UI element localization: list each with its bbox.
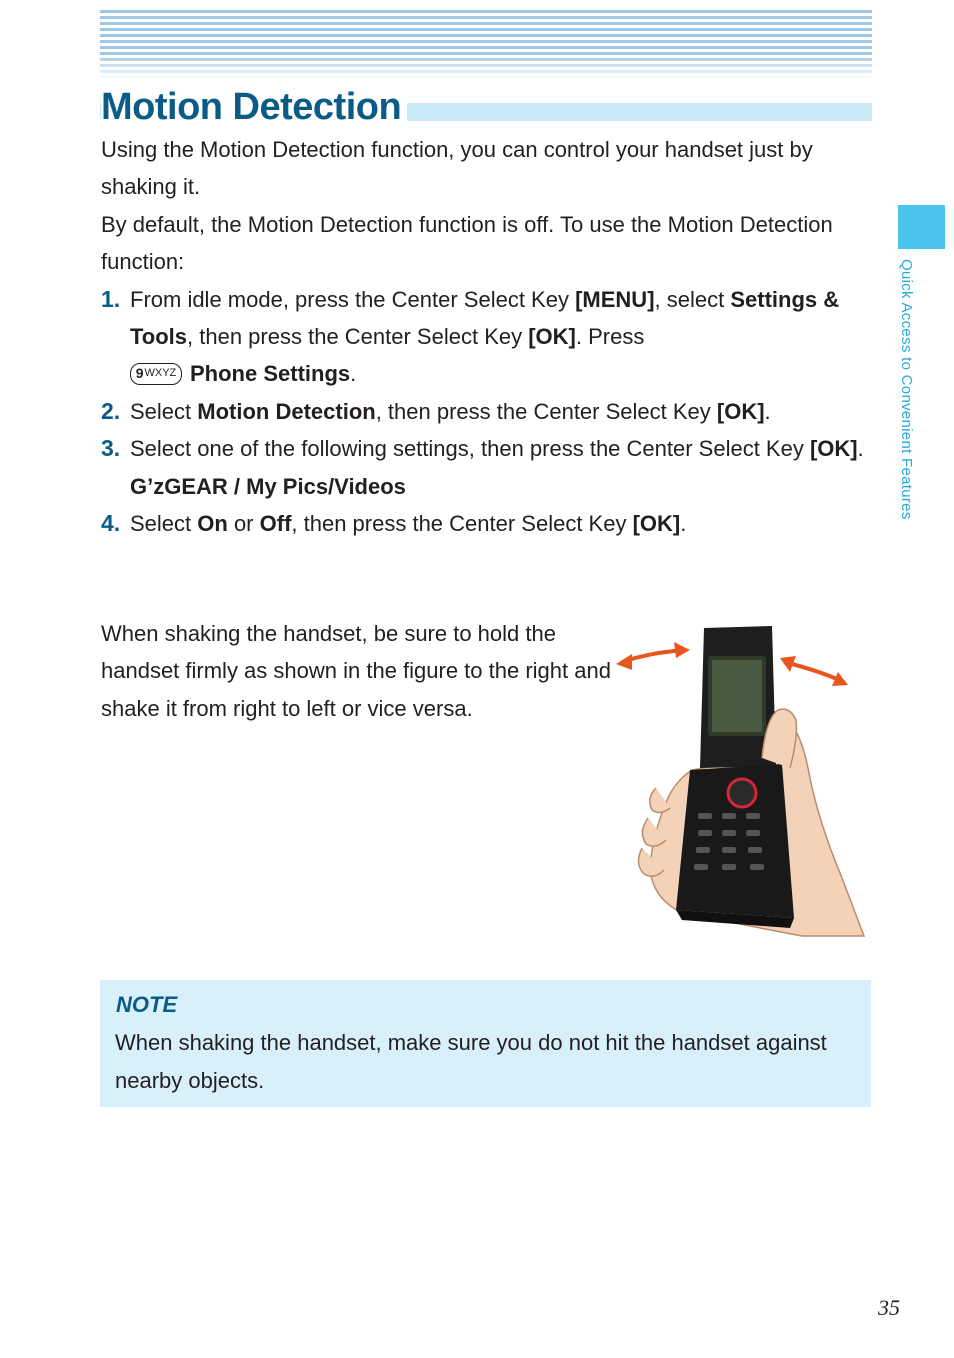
- step-4: 4. Select On or Off, then press the Center Select Key [OK].: [101, 505, 876, 542]
- ok-key-label: [OK]: [632, 511, 681, 537]
- note-text: When shaking the handset, make sure you do not hit the handset against nearby objects.: [115, 1030, 827, 1093]
- on-label: On: [197, 511, 228, 537]
- steps-list: [101, 281, 876, 543]
- note-box: [100, 980, 871, 1107]
- shake-arrow-left-icon: [616, 642, 690, 670]
- step-3-options: G’zGEAR / My Pics/Videos: [130, 473, 406, 499]
- step-number: 4.: [101, 510, 121, 537]
- motion-detection-label: Motion Detection: [197, 398, 376, 424]
- note-title: NOTE: [116, 992, 178, 1017]
- step-number: 1.: [101, 285, 121, 312]
- step-2: 2. Select Motion Detection, then press the Center Select Key [OK].: [101, 393, 876, 430]
- intro-paragraph-2: By default, the Motion Detection function is off. To use the Motion Detection function:: [101, 211, 833, 275]
- hand-holding-phone-illustration: [612, 618, 868, 940]
- section-tab: [898, 205, 945, 249]
- main-content: [101, 131, 876, 542]
- step-3: 3. Select one of the following settings, then press the Center Select Key [OK].: [101, 430, 876, 467]
- header-stripes: [100, 10, 872, 78]
- ok-key-label: [OK]: [528, 324, 576, 350]
- shake-instructions: When shaking the handset, be sure to hold the handset firmly as shown in the figure to the right and shake it from right to left or vice versa.: [101, 621, 611, 721]
- intro-paragraph-1: Using the Motion Detection function, you can control your handset just by shaking it.: [101, 137, 813, 200]
- page-number: 35: [878, 1295, 900, 1320]
- step-number: 2.: [101, 397, 121, 424]
- phone-body: [676, 626, 794, 928]
- key-9-icon: 9 WXYZ: [130, 363, 182, 385]
- off-label: Off: [259, 511, 292, 537]
- step-number: 3.: [101, 435, 121, 462]
- ok-key-label: [OK]: [716, 398, 765, 424]
- menu-key-label: [MENU]: [575, 286, 655, 312]
- shake-arrow-right-icon: [780, 656, 848, 686]
- section-label: Quick Access to Convenient Features: [898, 259, 915, 520]
- settings-tools-label: Settings & Tools: [130, 286, 840, 350]
- step-1: 1. From idle mode, press the Center Select Key [MENU], select Settings & Tools, then press the Center Select Key [OK]. Press 9 WXYZ Phone Settings.: [101, 281, 876, 393]
- phone-settings-label: Phone Settings: [190, 361, 351, 387]
- page-title: Motion Detection: [101, 84, 407, 130]
- ok-key-label: [OK]: [809, 436, 858, 462]
